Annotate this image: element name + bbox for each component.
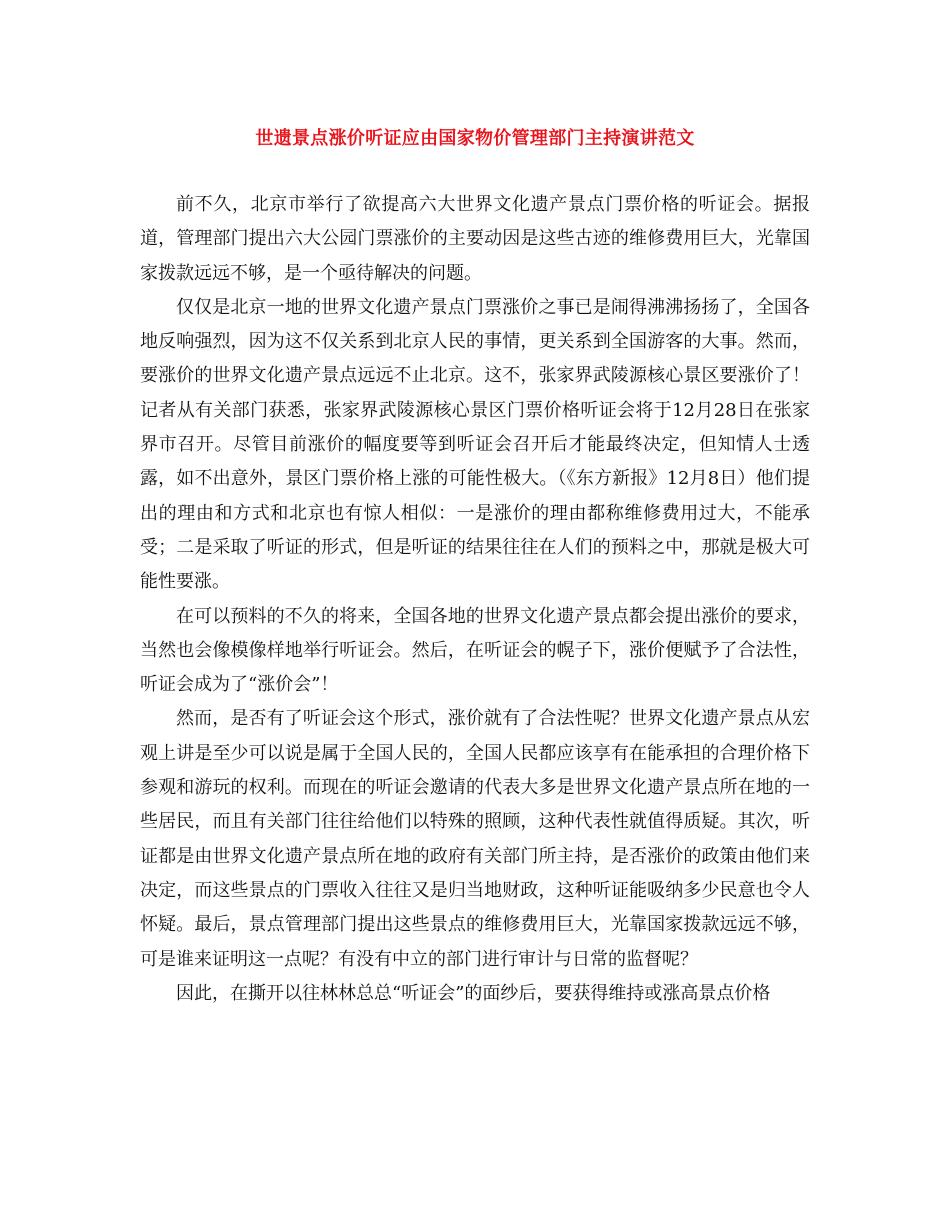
document-body (140, 188, 810, 1011)
paragraph-5: 因此，在撕开以往林林总总“听证会”的面纱后，要获得维持或涨高景点价格 (176, 982, 771, 1004)
document-title: 世遗景点涨价听证应由国家物价管理部门主持演讲范文 (255, 128, 695, 149)
paragraph-2: 仅仅是北京一地的世界文化遗产景点门票涨价之事已是闹得沸沸扬扬了，全国各地反响强烈，因为这不仅关系到北京人民的事情，更关系到全国游客的大事。然而，要涨价的世界文化遗产景点远远不止北京。这不，张家界武陵源核心景区要涨价了！记者从有关部门获悉，张家界武陵源核心景区门票价格听证会将于12月28日在张家界市召开。尽管目前涨价的幅度要等到听证会召开后才能最终决定，但知情人士透露，如不出意外，景区门票价格上涨的可能性极大。（《东方新报》12月8日）他们提出的理由和方式和北京也有惊人相似：一是涨价的理由都称维修费用过大，不能承受；二是采取了听证的形式，但是听证的结果往往在人们的预料之中，那就是极大可能性要涨。 (140, 296, 810, 593)
paragraph-1: 前不久，北京市举行了欲提高六大世界文化遗产景点门票价格的听证会。据报道，管理部门提出六大公园门票涨价的主要动因是这些古迹的维修费用巨大，光靠国家拨款远远不够，是一个亟待解决的问题。 (140, 194, 810, 284)
paragraph-4: 然而，是否有了听证会这个形式，涨价就有了合法性呢？世界文化遗产景点从宏观上讲是至少可以说是属于全国人民的，全国人民都应该享有在能承担的合理价格下参观和游玩的权利。而现在的听证会邀请的代表大多是世界文化遗产景点所在地的一些居民，而且有关部门往往给他们以特殊的照顾，这种代表性就值得质疑。其次，听证都是由世界文化遗产景点所在地的政府有关部门所主持，是否涨价的政策由他们来决定，而这些景点的门票收入往往又是归当地财政，这种听证能吸纳多少民意也令人怀疑。最后，景点管理部门提出这些景点的维修费用巨大，光靠国家拨款远远不够，可是谁来证明这一点呢？有没有中立的部门进行审计与日常的监督呢？ (140, 708, 810, 970)
paragraph-3: 在可以预料的不久的将来，全国各地的世界文化遗产景点都会提出涨价的要求，当然也会像模像样地举行听证会。然后，在听证会的幌子下，涨价便赋予了合法性，听证会成为了“涨价会”！ (140, 605, 810, 696)
